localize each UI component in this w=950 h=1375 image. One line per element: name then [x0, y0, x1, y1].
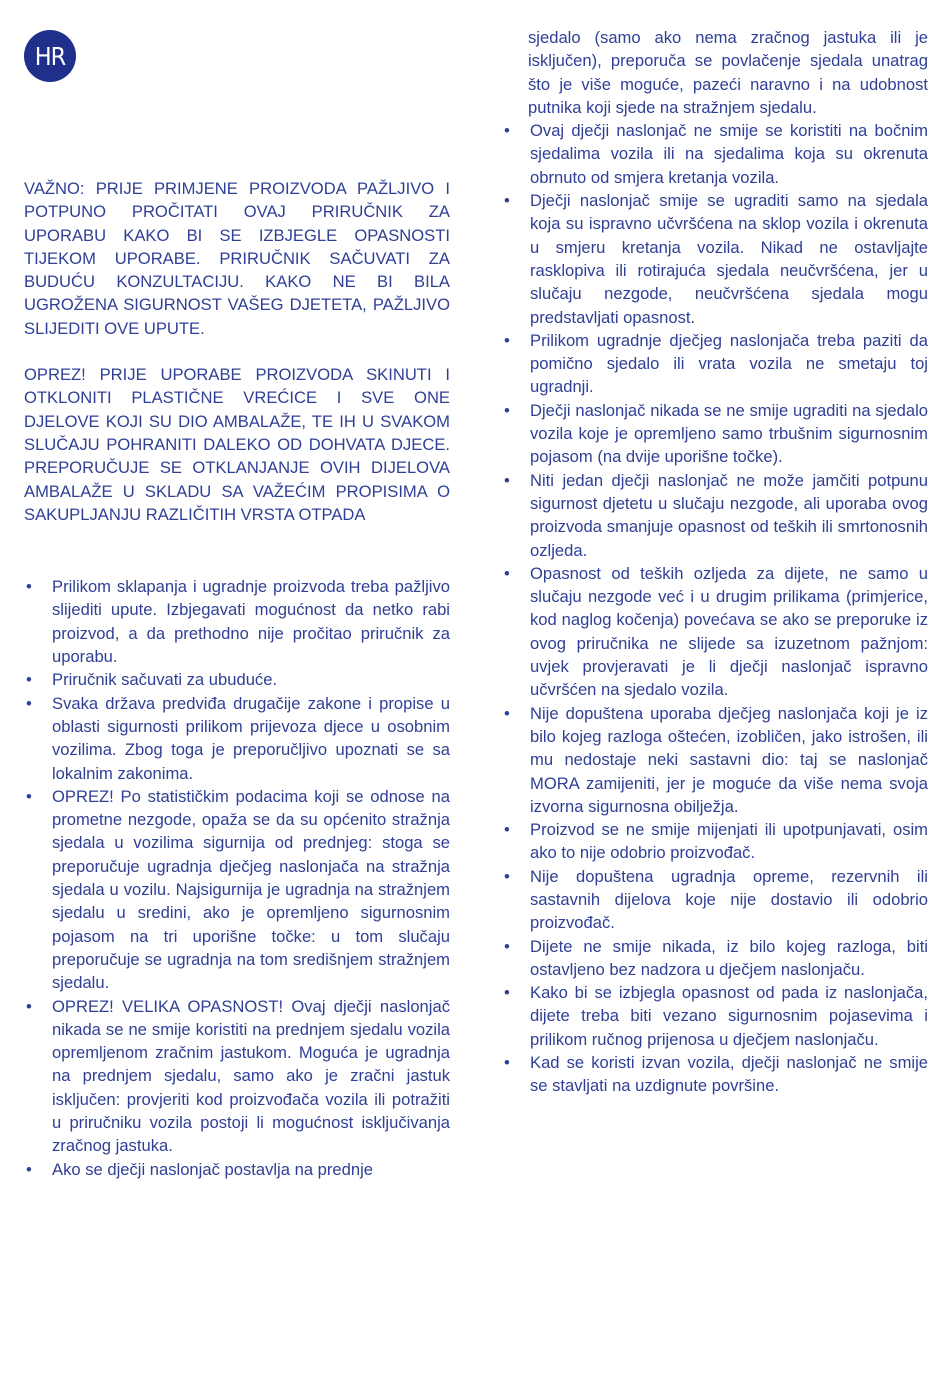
list-item: • Kako bi se izbjegla opasnost od pada iz naslonjača, dijete treba biti vezano sigurnosnim pojasevima i prilikom ručnog prijenosa u dječjem naslonjaču. — [502, 981, 928, 1051]
list-item: • Nije dopuštena ugradnja opreme, rezervnih ili sastavnih dijelova koje nije dostavio ili odobrio proizvođač. — [502, 865, 928, 935]
list-item: • Dječji naslonjač nikada se ne smije ugraditi na sjedalo vozila koje je opremljeno samo trbušnim sigurnosnim pojasom (na dvije uporišne točke). — [502, 399, 928, 469]
list-item: • Ako se dječji naslonjač postavlja na prednje — [24, 1158, 450, 1181]
left-column — [24, 177, 450, 1181]
list-item: • OPREZ! VELIKA OPASNOST! Ovaj dječji naslonjač nikada se ne smije koristiti na prednjem sjedalu vozila opremljenom zračnim jastukom. Moguća je ugradnja na prednjem sjedalu, samo ako je zračni jastuk isključen: provjeriti kod proizvođača vozila ili potražiti u priručniku vozila postoji li mogućnost isključivanja zračnog jastuka. — [24, 995, 450, 1158]
language-badge: HR — [24, 30, 76, 82]
list-item: • Prilikom ugradnje dječjeg naslonjača treba paziti da pomično sjedalo ili vrata vozila ne smetaju toj ugradnji. — [502, 329, 928, 399]
list-item: • Nije dopuštena uporaba dječjeg naslonjača koji je iz bilo kojeg razloga oštećen, izobličen, jako istrošen, ili mu nedostaje neki sastavni dio: taj se naslonjač MORA zamijeniti, jer je moguće da više nema svoja izvorna sigurnosna obilježja. — [502, 702, 928, 818]
safety-list-right — [502, 119, 928, 1097]
right-column — [502, 26, 928, 1098]
list-item: • Proizvod se ne smije mijenjati ili upotpunjavati, osim ako to nije odobrio proizvođač. — [502, 818, 928, 865]
list-item: • Niti jedan dječji naslonjač ne može jamčiti potpunu sigurnost djetetu u slučaju nezgode, ali uporaba ovog proizvoda smanjuje opasnost od teških ili smrtonosnih ozljeda. — [502, 469, 928, 562]
list-item: • Kad se koristi izvan vozila, dječji naslonjač ne smije se stavljati na uzdignute površine. — [502, 1051, 928, 1098]
important-notice: VAŽNO: PRIJE PRIMJENE PROIZVODA PAŽLJIVO I POTPUNO PROČITATI OVAJ PRIRUČNIK ZA UPORABU KAKO BI SE IZBJEGLE OPASNOSTI TIJEKOM UPORABE. PRIRUČNIK SAČUVATI ZA BUDUĆU KONZULTACIJU. KAKO NE BI BILA UGROŽENA SIGURNOST VAŠEG DJETETA, PAŽLJIVO SLIJEDITI OVE UPUTE. — [24, 179, 450, 338]
list-item: • Prilikom sklapanja i ugradnje proizvoda treba pažljivo slijediti upute. Izbjegavati mogućnost da netko rabi proizvod, a da prethodno nije pročitao priručnik za uporabu. — [24, 575, 450, 668]
list-item: • Ovaj dječji naslonjač ne smije se koristiti na bočnim sjedalima vozila ili na sjedalima koja su okrenuta obrnuto od smjera kretanja vozila. — [502, 119, 928, 189]
continued-text: sjedalo (samo ako nema zračnog jastuka ili je isključen), preporuča se povlačenje sjedala unatrag što je više moguće, pazeći naravno i na udobnost putnika koji sjede na stražnjem sjedalu. — [528, 28, 928, 117]
list-item: • Dijete ne smije nikada, iz bilo kojeg razloga, biti ostavljeno bez nadzora u dječjem naslonjaču. — [502, 935, 928, 982]
safety-list-left — [24, 575, 450, 1181]
list-item: • Opasnost od teških ozljeda za dijete, ne samo u slučaju nezgode već i u drugim prilikama (primjerice, kod naglog kočenja) povećava se ako se preporuke iz ovog priručnika ne slijede sa izuzetnom pažnjom: uvjek provjeravati je li dječji naslonjač ispravno učvršćen na sjedalo vozila. — [502, 562, 928, 702]
caution-notice: OPREZ! PRIJE UPORABE PROIZVODA SKINUTI I OTKLONITI PLASTIČNE VREĆICE I SVE ONE DJELOVE KOJI SU DIO AMBALAŽE, TE IH U SVAKOM SLUČAJU POHRANITI DALEKO OD DOHVATA DJECE. PREPORUČUJE SE OTKLANJANJE OVIH DIJELOVA AMBALAŽE U SKLADU SA VAŽEĆIM PROPISIMA O SAKUPLJANJU RAZLIČITIH VRSTA OTPADA — [24, 365, 450, 524]
list-item: • Priručnik sačuvati za ubuduće. — [24, 668, 450, 691]
list-item: • OPREZ! Po statističkim podacima koji se odnose na prometne nezgode, opaža se da su općenito stražnja sjedala u vozilima sigurnija od prednjeg: stoga se preporučuje ugradnja dječjeg naslonjača na stražnja sjedala u vozilu. Najsigurnija je ugradnja na stražnjem sjedalu u sredini, ako je opremljeno sigurnosnim pojasom na tri uporišne točke: u tom slučaju preporučuje se ugradnja na tom središnjem stražnjem sjedalu. — [24, 785, 450, 995]
list-item: • Svaka država predviđa drugačije zakone i propise u oblasti sigurnosti prilikom prijevoza djece u osobnim vozilima. Zbog toga je preporučljivo upoznati se sa lokalnim zakonima. — [24, 692, 450, 785]
list-item: • Dječji naslonjač smije se ugraditi samo na sjedala koja su ispravno učvršćena na sklop vozila i okrenuta u smjeru kretanja vozila. Nikad ne ostavljajte rasklopiva ili rotirajuća sjedala neučvršćena, jer u slučaju nezgode, neučvršćena sjedala mogu predstavljati opasnost. — [502, 189, 928, 329]
